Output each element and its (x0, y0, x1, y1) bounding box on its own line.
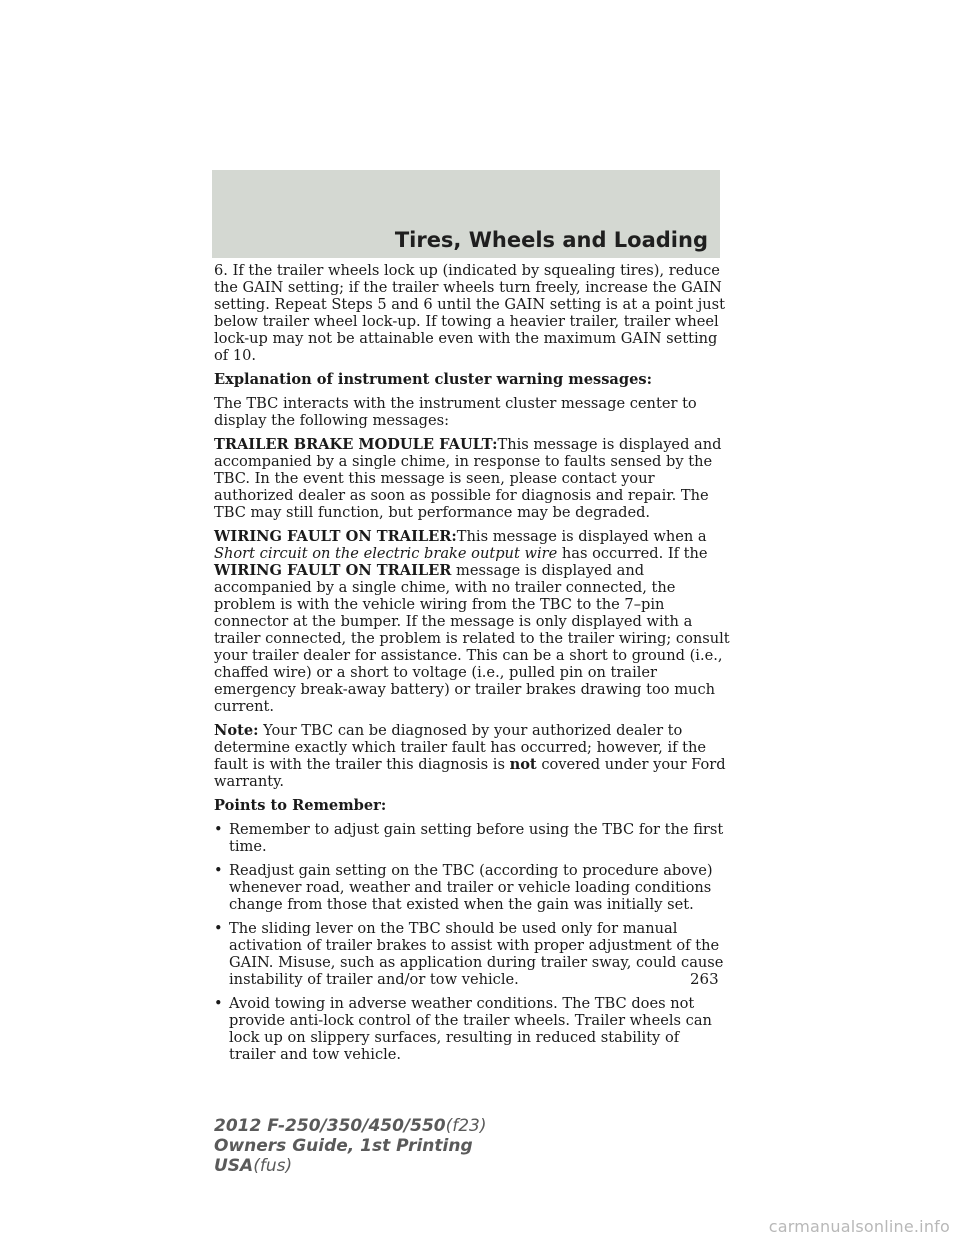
list-item (214, 821, 730, 855)
note-text-1: Your TBC can be diagnosed by your authorized dealer to determine exactly which trailer fault has occurred; however, if the fault is with the trailer this diagnosis is (214, 722, 707, 773)
module-fault-text: This message is displayed and accompanied by a single chime, in response to faults sensed by the TBC. In the event this message is seen, please contact your authorized dealer as soon as possible for diagnosis and repair. The TBC may still function, but performance may be degraded. (214, 436, 722, 521)
list-item-text: Readjust gain setting on the TBC (according to procedure above) whenever road, weather and trailer or vehicle loading conditions change from those that existed when the gain was initially set. (229, 862, 713, 913)
footer-line-2: Owners Guide, 1st Printing (214, 1136, 473, 1156)
tbc-messages-intro: The TBC interacts with the instrument cluster message center to display the following messages: (214, 395, 697, 429)
list-item-text: Remember to adjust gain setting before using the TBC for the first time. (229, 821, 724, 855)
list-item (214, 995, 730, 1063)
bullet-icon: • (214, 920, 223, 937)
page-number: 263 (690, 970, 719, 988)
watermark: carmanualsonline.info (768, 1217, 950, 1236)
points-list (214, 821, 730, 1063)
wiring-fault-label-2: WIRING FAULT ON TRAILER (214, 562, 452, 579)
note-label: Note: (214, 722, 259, 739)
list-item-text: Avoid towing in adverse weather conditions. The TBC does not provide anti-lock control of the trailer wheels. Trailer wheels can lock up on slippery surfaces, resulting in reduced stability of trailer and tow vehicle. (229, 995, 712, 1063)
note-bold: not (509, 756, 537, 773)
wiring-fault-text-1: This message is displayed when a (456, 528, 707, 545)
bullet-icon: • (214, 821, 223, 838)
wiring-fault-label: WIRING FAULT ON TRAILER: (214, 528, 457, 545)
note-text-2: covered under your Ford warranty. (214, 756, 726, 790)
step-6-paragraph: 6. If the trailer wheels lock up (indicated by squealing tires), reduce the GAIN setting; if the trailer wheels turn freely, increase the GAIN setting. Repeat Steps 5 and 6 until the GAIN setting is at a point just below trailer wheel lock-up. If towing a heavier trailer, trailer wheel lock-up may not be attainable even with the maximum GAIN setting of 10. (214, 262, 726, 364)
list-item (214, 862, 730, 913)
bullet-icon: • (214, 862, 223, 879)
module-fault-label: TRAILER BRAKE MODULE FAULT: (214, 436, 498, 453)
wiring-fault-paragraph (214, 528, 730, 715)
list-item (214, 920, 730, 988)
note-paragraph (214, 722, 730, 790)
section-header-band (212, 170, 720, 258)
list-item-text: The sliding lever on the TBC should be used only for manual activation of trailer brakes to assist with proper adjustment of the GAIN. Misuse, such as application during trailer sway, could cause instability of trailer and/or tow vehicle. (229, 920, 724, 988)
footer-region-code: (fus) (253, 1156, 293, 1176)
footer-model-code: (f23) (445, 1116, 487, 1136)
wiring-fault-text-3: message is displayed and accompanied by a single chime, with no trailer connected, the problem is with the vehicle wiring from the TBC to the 7–pin connector at the bumper. If the message is only displayed with a trailer connected, the problem is related to the trailer wiring; consult your trailer dealer for assistance. This can be a short to ground (i.e., chaffed wire) or a short to voltage (i.e., pulled pin on trailer emergency break-away battery) or trailer brakes drawing too much current. (214, 562, 730, 715)
footer-line-1 (214, 1116, 487, 1136)
footer-region: USA (214, 1156, 254, 1176)
section-title: Tires, Wheels and Loading (394, 228, 708, 252)
document-footer (214, 1116, 487, 1176)
explanation-heading: Explanation of instrument cluster warning messages: (214, 371, 652, 388)
footer-model: 2012 F-250/350/450/550 (214, 1116, 446, 1136)
page-content (214, 262, 730, 1070)
wiring-fault-italic: Short circuit on the electric brake output wire (214, 545, 558, 562)
module-fault-paragraph (214, 436, 730, 521)
wiring-fault-text-2: has occurred. If the (561, 545, 708, 562)
footer-line-3 (214, 1156, 487, 1176)
bullet-icon: • (214, 995, 223, 1012)
points-heading: Points to Remember: (214, 797, 387, 814)
